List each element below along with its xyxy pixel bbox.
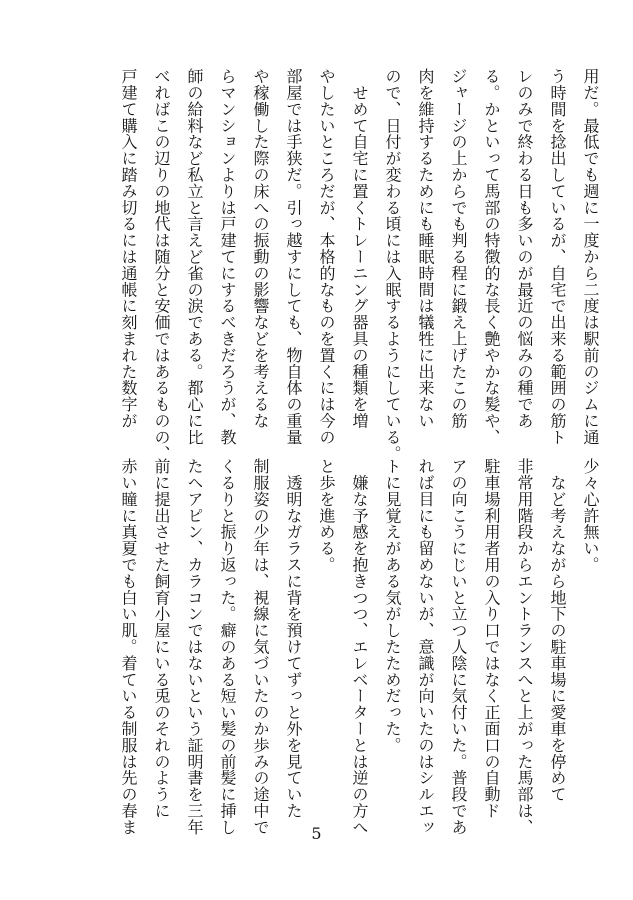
text-column: 少々心許無い。 — [581, 458, 600, 573]
text-column: トに見覚えがある気がしたためだった。 — [383, 458, 402, 754]
text-column: 前に提出させた飼育小屋にいる兎のそれのように — [152, 458, 171, 819]
text-column: 嫌な予感を抱きつつ、エレベーターとは逆の方へ — [350, 458, 369, 836]
text-column: やしたいところだが、本格的なものを置くには今の — [317, 68, 336, 446]
text-column: らマンションよりは戸建てにするべきだろうが、教 — [218, 68, 237, 446]
text-column: 用だ。最低でも週に一度から二度は駅前のジムに通 — [581, 68, 600, 446]
text-column: ので、日付が変わる頃には入眠するようにしている。 — [383, 68, 402, 462]
text-column: 部屋では手狭だ。引っ越すにしても、物自体の重量 — [284, 68, 303, 446]
text-column: レのみで終わる日も多いのが最近の悩みの種であ — [515, 68, 534, 429]
text-column: くるりと振り返った。癖のある短い髪の前髪に挿し — [218, 458, 237, 836]
text-column: ジャージの上からでも判る程に鍛え上げたこの筋 — [449, 68, 468, 429]
text-column: アの向こうにじいと立つ人陰に気付いた。普段であ — [449, 458, 468, 836]
text-column: たヘアピン、カラコンではないという証明書を三年 — [185, 458, 204, 836]
text-column: 非常用階段からエントランスへと上がった馬部は、 — [515, 458, 534, 836]
lower-text-block — [112, 458, 607, 838]
text-column: せめて自宅に置くトレーニング器具の種類を増 — [350, 68, 369, 429]
text-column: 制服姿の少年は、視線に気づいたのか歩みの途中で — [251, 458, 270, 836]
text-column: れば目にも留めないが、意識が向いたのはシルエッ — [416, 458, 435, 836]
text-column: 肉を維持するためにも睡眠時間は犠牲に出来ない — [416, 68, 435, 429]
text-column: 師の給料など私立と言えど雀の涙である。都心に比 — [185, 68, 204, 446]
page-number: 5 — [311, 824, 322, 843]
text-column: など考えながら地下の駐車場に愛車を停めて — [548, 458, 567, 803]
text-column: う時間を捻出しているが、自宅で出来る範囲の筋ト — [548, 68, 567, 446]
text-column: と歩を進める。 — [317, 458, 336, 573]
text-column: る。かといって馬部の特徴的な長く艶やかな髪や、 — [482, 68, 501, 446]
text-column: 駐車場利用者用の入り口ではなく正面口の自動ド — [482, 458, 501, 819]
text-column: 透明なガラスに背を預けてずっと外を見ていた — [284, 458, 303, 819]
text-column: や稼働した際の床への振動の影響などを考えるな — [251, 68, 270, 429]
text-column: 戸建て購入に踏み切るには通帳に刻まれた数字が — [119, 68, 138, 429]
text-column: 赤い瞳に真夏でも白い肌。着ている制服は先の春ま — [119, 458, 138, 836]
text-column: べればこの辺りの地代は随分と安価ではあるものの、 — [152, 68, 171, 462]
upper-text-block — [112, 68, 607, 462]
